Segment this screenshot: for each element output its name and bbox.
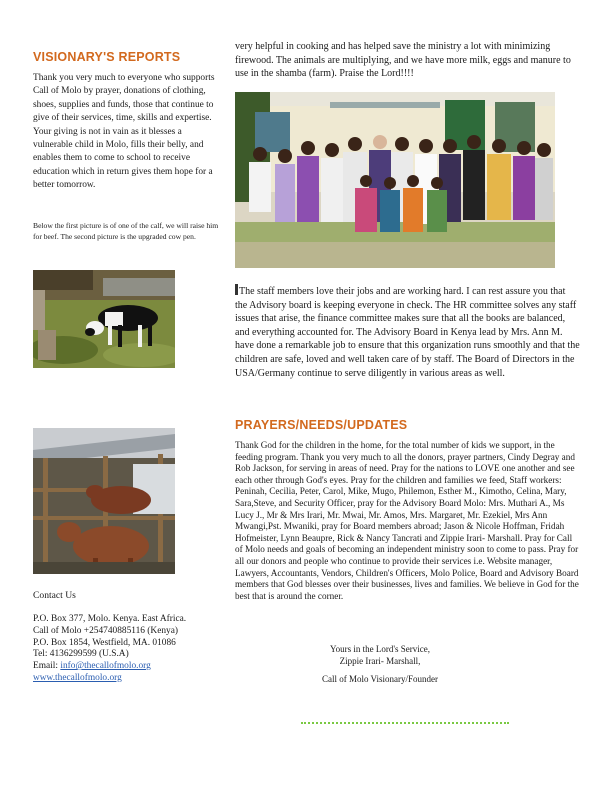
- staff-paragraph: [235, 284, 580, 380]
- email-line: [33, 661, 233, 673]
- contact-line: P.O. Box 377, Molo. Kenya. East Africa.: [33, 614, 187, 624]
- group-photo: [235, 92, 555, 268]
- contact-line: Call of Molo +254740885116 (Kenya): [33, 625, 179, 636]
- closing-line-1: Yours in the Lord's Service,: [330, 644, 430, 654]
- contact-line: P.O. Box 1854, Westfield, MA. 01086: [33, 637, 176, 648]
- photo-caption: Below the first picture is of one of the calf, we will raise him for beef. The second picture is the upgraded cow pen.: [33, 221, 219, 241]
- contact-line: Tel: 4136299599 (U.S.A): [33, 649, 129, 660]
- closing-line-2: Zippie Irari- Marshall,: [339, 656, 421, 666]
- calf-photo: [33, 270, 175, 368]
- closing-line-3: Call of Molo Visionary/Founder: [321, 674, 439, 684]
- prayers-paragraph: Thank God for the children in the home, for the total number of kids we support, in the feeding program. Thank you very much to all the donors, prayer partners, Cindy Degray and Rob Jackson, for serving in areas of need. Pray for the nations to LOVE one another and see each other through God's eyes. Pray for the children and families we feed, Staff workers: Peninah, Cecilia, Peter, Carol, Mike, Mugo, Philemon, Esther M., Kimotho, Celina, Mary, Sara,Steve, and Security Officer, pray for the Advisory Board Molo: Mrs. Muthari A., Ms Lucy J., Mr & Mrs Irari, Mr. Mwai, Mr. Amos, Mrs. Margaret, Mr. Ezekiel, Mrs Ann Mwangi,Pst. Mwaniki, pray for Board members abroad; Jason & Nicole Hoffman, Fridah Hofmeister, Lynn Beaupre, Rick & Nancy Tancrati and Zippie Irari- Marshall. Pray for Call of Molo needs and goals of becoming an independent ministry soon to come to pass. Pray for all our donors and people who continue to provide their services i.e. Website manager, Lawyers, Accountants, Vendors, Children's Officers, Molo Police, Board and Advisory Board members that God blesses over their businesses, lives and families. We believe in God for the best that is around the corner.: [235, 440, 579, 601]
- website-link[interactable]: www.thecallofmolo.org: [33, 672, 122, 683]
- intro-paragraph: Thank you very much to everyone who supports Call of Molo by prayer, donations of clothing, shoes, supplies and funds, those that continue to give of their services, time, skills and expertise. Your giving is not in vain as it blesses a vulnerable child in Molo, fills their belly, and enables them to come to school to receive education which in return gives them hope for a better tomorrow.: [33, 73, 215, 191]
- text-cursor: [235, 284, 238, 295]
- email-link[interactable]: info@thecallofmolo.org: [60, 661, 151, 672]
- top-paragraph: very helpful in cooking and has helped save the ministry a lot with minimizing firewood. The animals are multiplying, and we have more milk, eggs and manure to use in the shamba (farm). Praise the Lord!!!!: [235, 41, 571, 80]
- contact-block: [33, 614, 233, 685]
- contact-title: Contact Us: [33, 590, 76, 601]
- prayers-heading: PRAYERS/NEEDS/UPDATES: [235, 418, 408, 432]
- green-rule: [301, 722, 509, 724]
- staff-paragraph-text: The staff members love their jobs and are working hard. I can rest assure you that the Advisory board is keeping everyone in check. The HR committee solves any staff issues that arise, the finance committee makes sure that all the books are balanced, and everything accounted for. The Advisory Board in Kenya lead by Mrs. Ann M. have done a remarkable job to ensure that this organization runs smoothly and that the children are safe, loved and well taken care of by staff. The Board of Directors in the USA/Germany continue to serve diligently in various areas as well.: [235, 286, 580, 379]
- cow-pen-photo: [33, 428, 175, 574]
- visionary-reports-heading: VISIONARY'S REPORTS: [33, 50, 181, 64]
- email-label: Email:: [33, 661, 61, 672]
